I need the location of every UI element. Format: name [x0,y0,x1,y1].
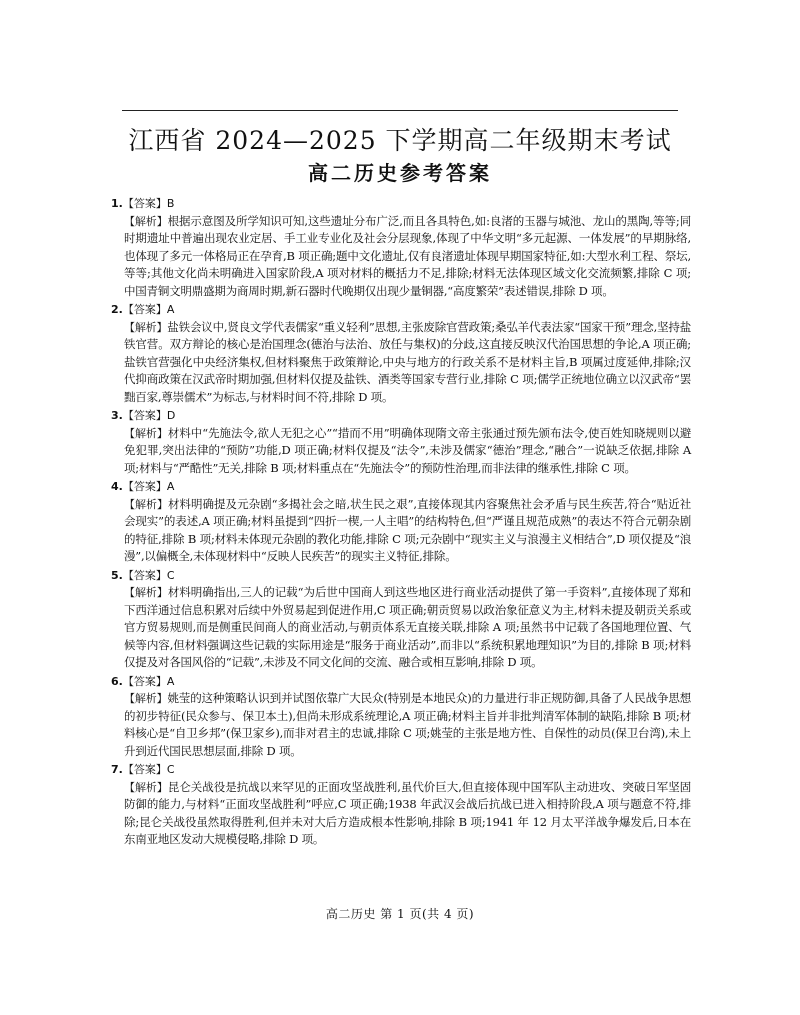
question-block [111,761,691,849]
answer-label: 【答案】A [122,480,175,493]
question-block [111,195,691,300]
explanation [111,213,691,301]
explanation-text: 姚莹的这种策略认识到并试图依靠广大民众(特别是本地民众)的力量进行非正规防御,具备了人民战争思想的初步特征(民众参与、保卫本土),但尚未形成系统理论,A 项正确;材料主旨并非批判清军体制的缺陷,排除 B 项;材料核心是“自卫乡邦”(保卫家乡),而非对君主的忠诚,排除 C 项;姚莹的主张是地方性、自保性的动员(保卫台湾),未上升到近代国民思想层面,排除 D 项。 [124,691,692,758]
explanation [111,496,691,566]
answer-key-subtitle: 高二历史参考答案 [308,161,492,185]
explanation-tag: 【解析】 [124,586,168,599]
answer-content [111,195,691,850]
explanation-text: 盐铁会议中,贤良文学代表儒家“重义轻利”思想,主张废除官营政策;桑弘羊代表法家“国家干预”理念,坚持盐铁官营。双方辩论的核心是治国理念(德治与法治、放任与集权)的分歧,这直接反映汉代治国思想的争论,A 项正确;盐铁官营强化中央经济集权,但材料聚焦于政策辩论,中央与地方的行政关系不是材料主旨,B 项属过度延伸,排除;汉代抑商政策在汉武帝时期加强,但材料仅提及盐铁、酒类等国家专营行业,排除 C 项;儒学正统地位确立以汉武帝“罢黜百家,尊崇儒术”为标志,与材料时间不符,排除 D 项。 [124,319,692,404]
question-number: 4. [111,480,123,493]
answer-label: 【答案】A [122,303,175,316]
explanation-tag: 【解析】 [124,780,168,794]
question-number: 5. [111,568,123,582]
question-block [111,407,691,477]
question-number: 3. [111,409,123,422]
explanation-tag: 【解析】 [124,426,168,440]
answer-label: 【答案】C [122,568,175,582]
explanation-text: 材料明确指出,三人的记载“为后世中国商人到这些地区进行商业活动提供了第一手资料”,直接体现了郑和下西洋通过信息积累对后续中外贸易起到促进作用,C 项正确;朝贡贸易以政治象征意义为主,材料未提及朝贡关系或官方贸易规则,而是侧重民间商人的商业活动,与朝贡体系无直接关联,排除 A 项;虽然书中记载了各国地理位置、气候等内容,但材料强调这些记载的实际用途是“服务于商业活动”,而非以“系统积累地理知识”为目的,排除 B 项;材料仅提及对各国风俗的“记载”,未涉及不同文化间的交流、融合或相互影响,排除 D 项。 [124,585,692,669]
answer-label: 【答案】C [122,763,175,776]
explanation [111,779,691,849]
exam-title: 江西省 2024—2025 下学期高二年级期末考试 [128,126,672,155]
question-number: 6. [111,674,123,688]
question-number: 7. [111,763,123,776]
explanation-tag: 【解析】 [124,320,168,334]
explanation-text: 材料中“先施法令,欲人无犯之心”“措而不用”明确体现隋文帝主张通过预先颁布法令,使百姓知晓规则以避免犯罪,突出法律的“预防”功能,D 项正确;材料仅提及“法令”,未涉及儒家“德治”理念,“融合”一说缺乏依据,排除 A 项;材料与“严酷性”无关,排除 B 项;材料重点在“先施法令”的预防性治理,而非法律的继承性,排除 C 项。 [124,425,691,475]
question-block [111,478,691,566]
page-footer: 高二历史 第 1 页(共 4 页) [325,907,475,921]
explanation-text: 材料明确提及元杂剧“多揭社会之暗,状生民之艰”,直接体现其内容聚焦社会矛盾与民生疾苦,符合“贴近社会现实”的表述,A 项正确;材料虽提到“四折一楔,一人主唱”的结构特色,但“严谨且规范成熟”的表达不符合元朝杂剧的特征,排除 B 项;材料未体现元杂剧的教化功能,排除 C 项;元杂剧中“现实主义与浪漫主义相结合”,D 项仅提及“浪漫”,以偏概全,未体现材料中“反映人民疾苦”的现实主义特征,排除。 [124,496,691,563]
question-number: 2. [111,303,123,316]
explanation-tag: 【解析】 [124,214,168,228]
explanation-tag: 【解析】 [124,692,168,705]
answer-label: 【答案】B [122,197,175,210]
question-number: 1. [111,197,123,210]
explanation-tag: 【解析】 [124,497,169,511]
explanation [111,690,691,760]
explanation [111,584,691,672]
explanation [111,425,691,478]
explanation-text: 根据示意图及所学知识可知,这些遗址分布广泛,而且各具特色,如:良渚的玉器与城池、龙山的黑陶,等等;同时期遗址中普遍出现农业定居、手工业专业化及社会分层现象,体现了中华文明“多元起源、一体发展”的早期脉络,也体现了多元一体格局正在孕育,B 项正确;题中文化遗址,仅有良渚遗址体现早期国家特征,如:大型水利工程、祭坛,等等;其他文化尚未明确进入国家阶段,A 项对材料的概括力不足,排除;材料无法体现区域文化交流频繁,排除 C 项;中国青铜文明鼎盛期为商周时期,新石器时代晚期仅出现少量铜器,“高度繁荣”表述错误,排除 D 项。 [124,213,691,298]
question-block [111,673,691,761]
top-rule [122,110,678,111]
answer-label: 【答案】D [122,409,176,422]
explanation [111,319,691,407]
question-block [111,301,691,406]
answer-label: 【答案】A [122,674,175,688]
question-block [111,567,691,672]
explanation-text: 昆仑关战役是抗战以来罕见的正面攻坚战胜利,虽代价巨大,但直接体现中国军队主动进攻、突破日军坚固防御的能力,与材料“正面攻坚战胜利”呼应,C 项正确;1938 年武汉会战后抗战已进入相持阶段,A 项与题意不符,排除;昆仑关战役虽然取得胜利,但并未对大后方造成根本性影响,排除 B 项;1941 年 12 月太平洋战争爆发后,日本在东南亚地区发动大规模侵略,排除 D 项。 [124,779,692,846]
